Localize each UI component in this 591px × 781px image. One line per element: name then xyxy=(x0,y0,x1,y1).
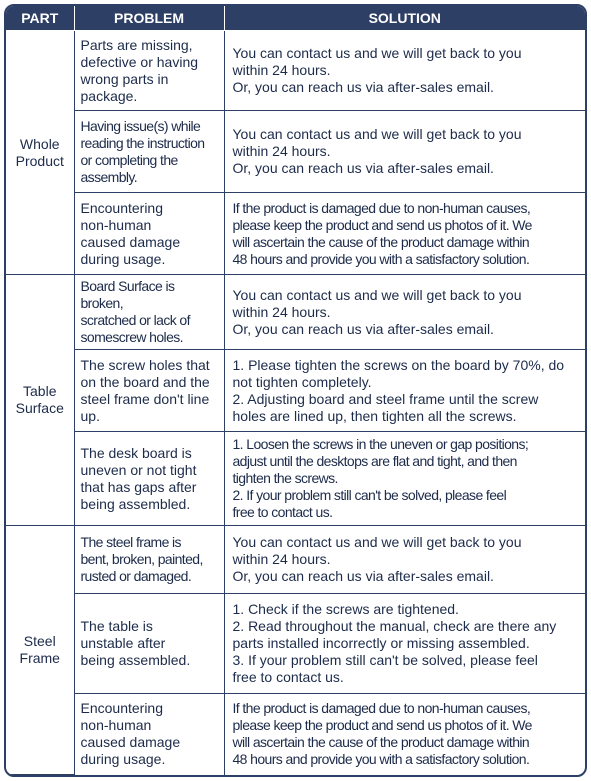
solution-cell: 1. Check if the screws are tightened. 2. Read throughout the manual, check are there any parts installed incorrectly or missing assembled. 3. If your problem still can't be solved, please feel free to contact us. xyxy=(224,594,585,694)
troubleshooting-table-frame xyxy=(4,4,587,777)
solution-cell: If the product is damaged due to non-human causes, please keep the product and send us photos of it. We will ascertain the cause of the product damage within 48 hours and provide you with a satisfactory solution. xyxy=(224,694,585,775)
table-row xyxy=(6,432,585,526)
table-row xyxy=(6,526,585,594)
part-whole-product: Whole Product xyxy=(6,31,74,275)
table-row xyxy=(6,694,585,775)
solution-cell: You can contact us and we will get back to you within 24 hours. Or, you can reach us via after-sales email. xyxy=(224,111,585,193)
problem-cell: Encountering non-human caused damage during usage. xyxy=(74,193,224,275)
table-row xyxy=(6,594,585,694)
solution-cell: You can contact us and we will get back to you within 24 hours. Or, you can reach us via after-sales email. xyxy=(224,526,585,594)
part-steel-frame: Steel Frame xyxy=(6,526,74,775)
solution-cell: 1. Loosen the screws in the uneven or gap positions; adjust until the desktops are flat and tight, and then tighten the screws. 2. If your problem still can't be solved, please feel free to contact us. xyxy=(224,432,585,526)
header-part: PART xyxy=(6,6,74,31)
solution-cell: 1. Please tighten the screws on the board by 70%, do not tighten completely. 2. Adjusting board and steel frame until the screw holes are lined up, then tighten all the screws. xyxy=(224,350,585,432)
table-row xyxy=(6,275,585,350)
header-row xyxy=(6,6,585,31)
troubleshooting-table xyxy=(6,6,585,775)
table-row xyxy=(6,193,585,275)
problem-cell: Encountering non-human caused damage during usage. xyxy=(74,694,224,775)
problem-cell: The table is unstable after being assembled. xyxy=(74,594,224,694)
solution-cell: You can contact us and we will get back to you within 24 hours. Or, you can reach us via after-sales email. xyxy=(224,275,585,350)
solution-cell: You can contact us and we will get back to you within 24 hours. Or, you can reach us via after-sales email. xyxy=(224,31,585,111)
problem-cell: Board Surface is broken, scratched or lack of somescrew holes. xyxy=(74,275,224,350)
problem-cell: The steel frame is bent, broken, painted, rusted or damaged. xyxy=(74,526,224,594)
header-problem: PROBLEM xyxy=(74,6,224,31)
table-row xyxy=(6,350,585,432)
solution-cell: If the product is damaged due to non-human causes, please keep the product and send us photos of it. We will ascertain the cause of the product damage within 48 hours and provide you with a satisfactory solution. xyxy=(224,193,585,275)
problem-cell: The desk board is uneven or not tight that has gaps after being assembled. xyxy=(74,432,224,526)
table-row xyxy=(6,111,585,193)
problem-cell: Having issue(s) while reading the instruction or completing the assembly. xyxy=(74,111,224,193)
part-table-surface: Table Surface xyxy=(6,275,74,526)
header-solution: SOLUTION xyxy=(224,6,585,31)
problem-cell: The screw holes that on the board and the steel frame don't line up. xyxy=(74,350,224,432)
problem-cell: Parts are missing, defective or having wrong parts in package. xyxy=(74,31,224,111)
table-row xyxy=(6,31,585,111)
